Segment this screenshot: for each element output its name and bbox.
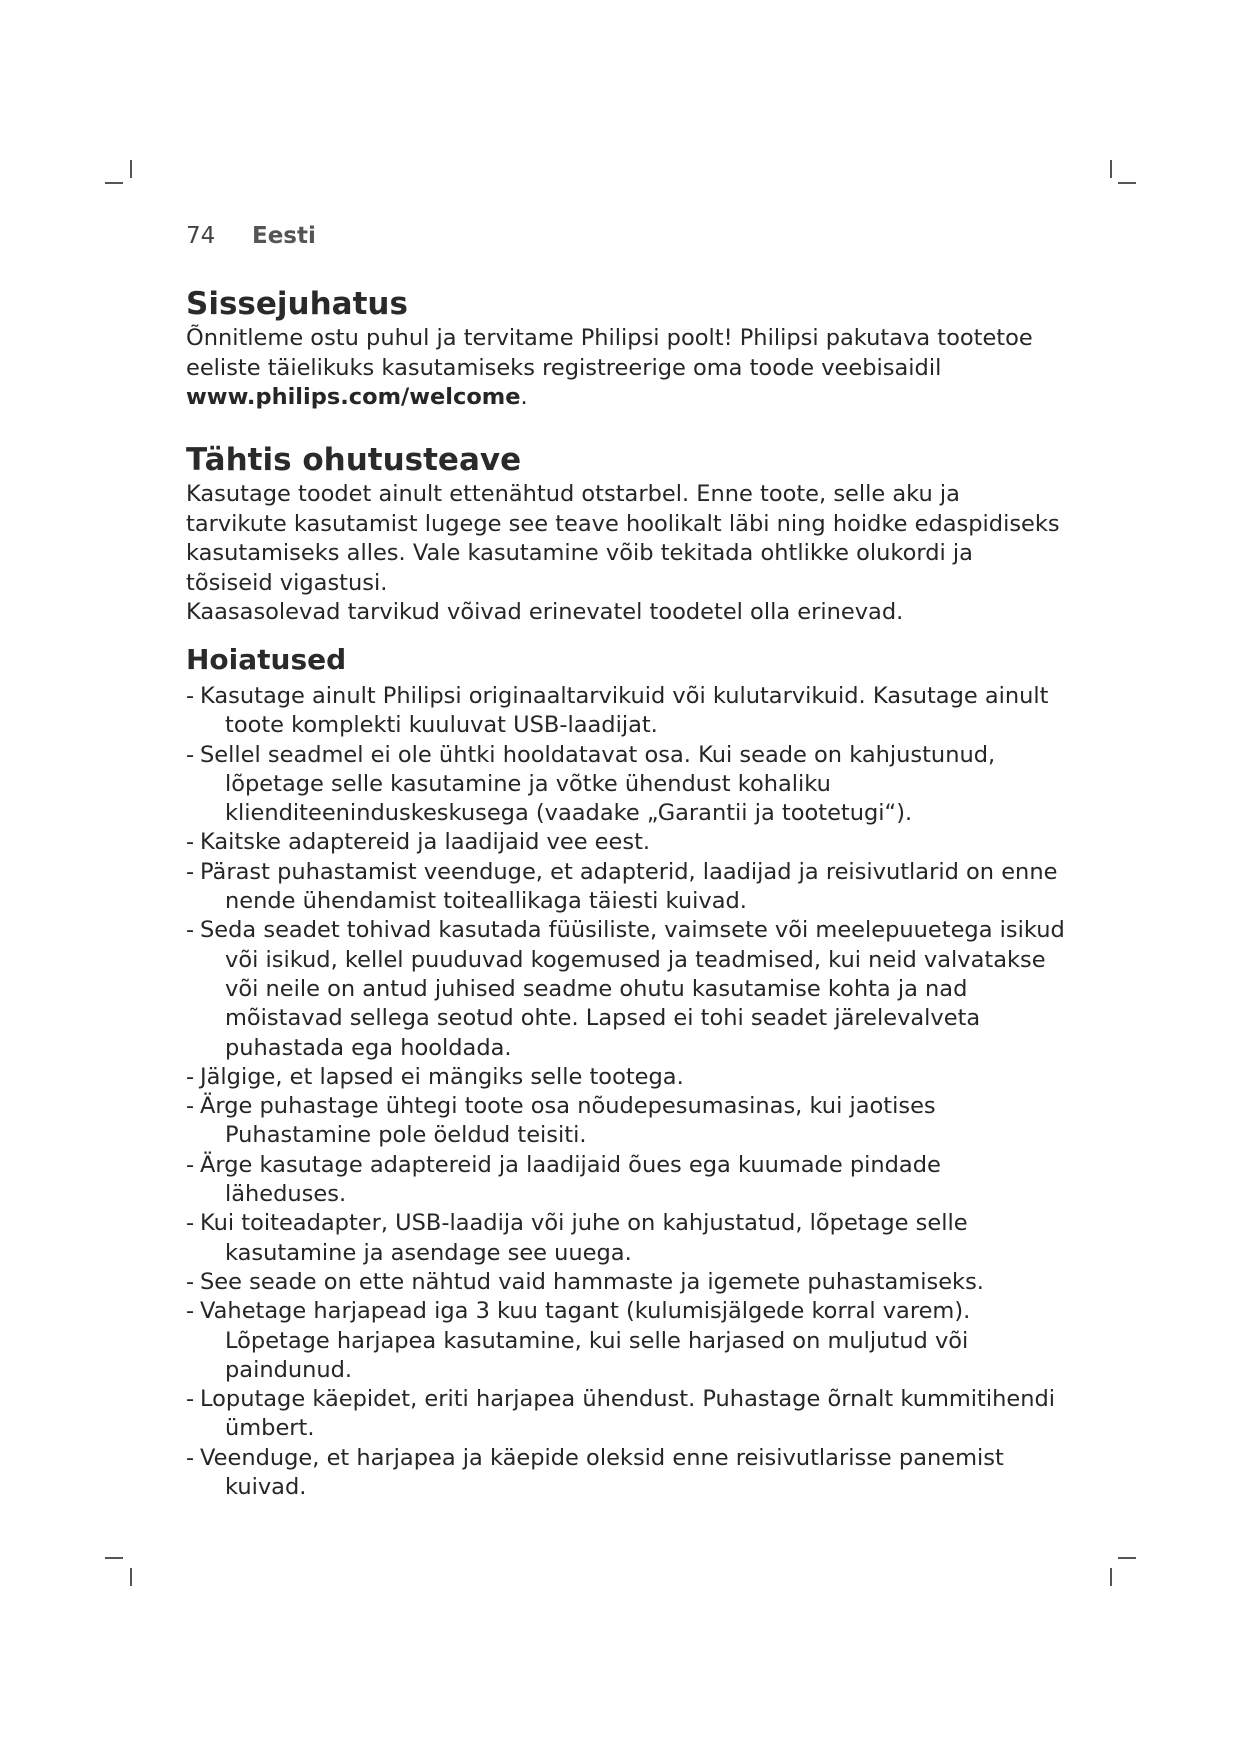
list-item-text: Jälgige, et lapsed ei mängiks selle tootega.: [200, 1063, 684, 1090]
list-item-text: Kui toiteadapter, USB-laadija või juhe on kahjustatud, lõpetage selle kasutamine ja asendage see uuega.: [200, 1210, 968, 1266]
bullet-dash: -: [186, 1268, 195, 1295]
bullet-dash: -: [186, 829, 195, 856]
list-item: [186, 1297, 1066, 1385]
list-item-text: Ärge puhastage ühtegi toote osa nõudepesumasinas, kui jaotises Puhastamine pole öeldud teisiti.: [200, 1093, 936, 1149]
crop-mark-top-right-v: [1110, 160, 1112, 178]
crop-mark-top-right-h: [1118, 182, 1136, 184]
list-item: [186, 1444, 1066, 1503]
page-number: 74: [186, 223, 216, 249]
list-item: [186, 1385, 1066, 1444]
list-item: [186, 1209, 1066, 1268]
safety-title: Tähtis ohutusteave: [186, 442, 522, 478]
welcome-link[interactable]: www.philips.com/welcome: [186, 384, 521, 410]
crop-mark-bottom-right-h: [1118, 1557, 1136, 1559]
list-item-text: See seade on ette nähtud vaid hammaste ja igemete puhastamiseks.: [200, 1268, 984, 1295]
list-item-text: Ärge kasutage adaptereid ja laadijaid õues ega kuumade pindade läheduses.: [200, 1151, 941, 1208]
bullet-dash: -: [186, 1151, 195, 1178]
list-item: [186, 1063, 1066, 1092]
list-item: [186, 858, 1066, 917]
safety-text: Kasutage toodet ainult ettenähtud otstarbel. Enne toote, selle aku ja tarvikute kasutamist lugege see teave hoolikalt läbi ning hoidke edaspidiseks kasutamiseks alles. Vale kasutamine võib tekitada ohtlikke olukordi ja tõsiseid vigastusi.: [186, 481, 1060, 596]
list-item-text: Seda seadet tohivad kasutada füüsiliste, vaimsete või meelepuuetega isikud või isikud, kellel puuduvad kogemused ja teadmised, kui neid valvatakse või neile on antud juhised seadme ohutu kasutamise kohta ja nad mõistavad sellega seotud ohte. Lapsed ei tohi seadet järelevalveta puhastada ega hooldada.: [200, 917, 1065, 1061]
intro-title: Sissejuhatus: [186, 286, 408, 322]
list-item-text: Veenduge, et harjapea ja käepide oleksid enne reisivutlarisse panemist kuivad.: [200, 1444, 1004, 1501]
list-item: [186, 1268, 1066, 1297]
bullet-dash: -: [186, 741, 195, 768]
warnings-list: [186, 682, 1066, 1502]
warnings-section: [186, 642, 1066, 1502]
list-item: [186, 682, 1066, 741]
bullet-dash: -: [186, 683, 195, 709]
list-item: [186, 1092, 1066, 1151]
safety-text-2: Kaasasolevad tarvikud võivad erinevatel toodetel olla erinevad.: [186, 599, 904, 625]
list-item: [186, 1151, 1066, 1210]
safety-section: [186, 440, 1066, 628]
bullet-dash: -: [186, 1093, 195, 1120]
list-item-text: Pärast puhastamist veenduge, et adapterid, laadijad ja reisivutlarid on enne nende ühendamist toiteallikaga täiesti kuivad.: [200, 858, 1058, 915]
intro-suffix: .: [520, 384, 528, 410]
language-label: Eesti: [252, 223, 316, 249]
list-item-text: Sellel seadmel ei ole ühtki hooldatavat osa. Kui seade on kahjustunud, lõpetage selle kasutamine ja võtke ühendust kohaliku klienditeeninduskeskusega (vaadake „Garantii ja tootetugi“).: [200, 741, 996, 827]
intro-section: [186, 284, 1066, 413]
warnings-title: Hoiatused: [186, 643, 347, 676]
list-item: [186, 741, 1066, 829]
bullet-dash: -: [186, 917, 195, 944]
list-item-text: Vahetage harjapead iga 3 kuu tagant (kulumisjälgede korral varem). Lõpetage harjapea kasutamine, kui selle harjased on muljutud või paindunud.: [200, 1298, 971, 1383]
crop-mark-top-left-v: [130, 160, 132, 178]
list-item-text: Kaitske adaptereid ja laadijaid vee eest.: [200, 829, 651, 856]
list-item: [186, 916, 1066, 1062]
running-header: [186, 223, 316, 249]
list-item-text: Kasutage ainult Philipsi originaaltarvikuid või kulutarvikuid. Kasutage ainult toote komplekti kuuluvat USB-laadijat.: [200, 683, 1049, 739]
bullet-dash: -: [186, 1210, 195, 1237]
list-item: [186, 828, 1066, 857]
bullet-dash: -: [186, 858, 195, 885]
intro-text: [186, 324, 1066, 413]
intro-body: Õnnitleme ostu puhul ja tervitame Philipsi poolt! Philipsi pakutava tootetoe eeliste täielikuks kasutamiseks registreerige oma toode veebisaidil: [186, 325, 1033, 381]
bullet-dash: -: [186, 1298, 195, 1325]
bullet-dash: -: [186, 1386, 195, 1413]
crop-mark-top-left-h: [105, 182, 123, 184]
bullet-dash: -: [186, 1444, 195, 1471]
bullet-dash: -: [186, 1063, 195, 1090]
crop-mark-bottom-right-v: [1110, 1568, 1112, 1586]
crop-mark-bottom-left-h: [105, 1557, 123, 1559]
list-item-text: Loputage käepidet, eriti harjapea ühendust. Puhastage õrnalt kummitihendi ümbert.: [200, 1386, 1056, 1442]
crop-mark-bottom-left-v: [130, 1568, 132, 1586]
